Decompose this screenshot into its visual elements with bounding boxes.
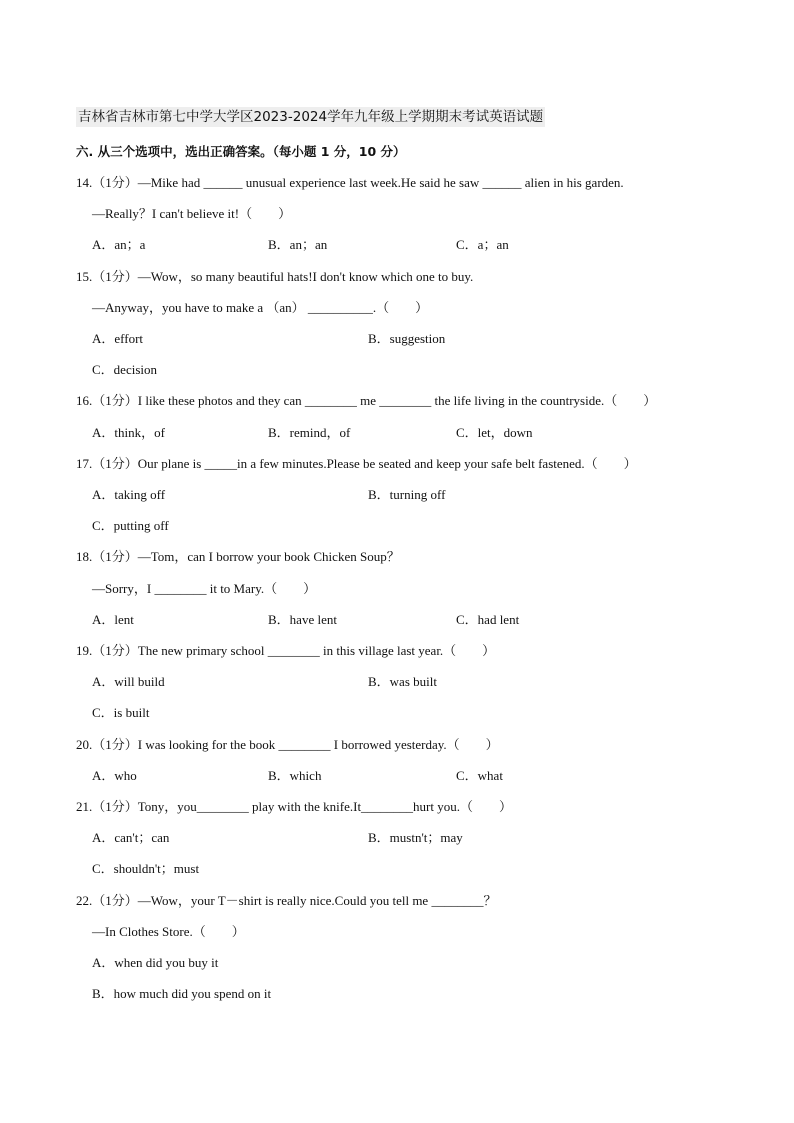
document-title: 吉林省吉林市第七中学大学区2023-2024学年九年级上学期期末考试英语试题 xyxy=(78,109,544,125)
question-18-option-c: C．had lent xyxy=(456,612,520,627)
question-17-stem: 17.（1分）Our plane is _____in a few minutes.Please be seated and keep your safe belt fastened.（ ） xyxy=(76,456,637,471)
question-14-option-b: B．an；an xyxy=(268,237,328,252)
question-18-option-b: B．have lent xyxy=(268,612,337,627)
question-17-option-b: B．turning off xyxy=(368,487,446,502)
question-17-option-a: A．taking off xyxy=(92,487,166,502)
question-21-option-c: C．shouldn't；must xyxy=(92,861,200,876)
question-14-sub: —Really？I can't believe it!（ ） xyxy=(92,206,292,221)
question-17-option-c: C．putting off xyxy=(92,518,169,533)
question-15-option-b: B．suggestion xyxy=(368,331,446,346)
question-22-sub: —In Clothes Store.（ ） xyxy=(92,924,245,939)
question-19-option-c: C．is built xyxy=(92,705,150,720)
question-18-sub: —Sorry，I ________ it to Mary.（ ） xyxy=(92,581,317,596)
question-19-stem: 19.（1分）The new primary school ________ in this village last year.（ ） xyxy=(76,643,496,658)
question-22-option-a: A．when did you buy it xyxy=(92,955,219,970)
question-18-stem: 18.（1分）—Tom，can I borrow your book Chicken Soup？ xyxy=(76,549,400,564)
question-20-stem: 20.（1分）I was looking for the book ________ I borrowed yesterday.（ ） xyxy=(76,737,499,752)
question-16-option-c: C．let，down xyxy=(456,425,533,440)
question-19-option-a: A．will build xyxy=(92,674,165,689)
question-18-option-a: A．lent xyxy=(92,612,134,627)
section-heading: 六. 从三个选项中，选出正确答案。（每小题 1 分，10 分） xyxy=(76,144,406,159)
question-22-option-b: B．how much did you spend on it xyxy=(92,986,272,1001)
question-15-stem: 15.（1分）—Wow，so many beautiful hats!I don't know which one to buy. xyxy=(76,269,474,284)
question-21-option-b: B．mustn't；may xyxy=(368,830,463,845)
question-15-option-c: C．decision xyxy=(92,362,157,377)
question-15-option-a: A．effort xyxy=(92,331,144,346)
question-16-stem: 16.（1分）I like these photos and they can ________ me ________ the life living in the countryside.（ ） xyxy=(76,393,657,408)
question-16-option-b: B．remind，of xyxy=(268,425,351,440)
question-21-option-a: A．can't；can xyxy=(92,830,170,845)
question-15-sub: —Anyway，you have to make a （an） __________.（ ） xyxy=(92,300,429,315)
question-20-option-c: C．what xyxy=(456,768,503,783)
question-14-option-c: C．a；an xyxy=(456,237,509,252)
question-14-option-a: A．an；a xyxy=(92,237,146,252)
question-21-stem: 21.（1分）Tony，you________ play with the knife.It________hurt you.（ ） xyxy=(76,799,513,814)
question-16-option-a: A．think，of xyxy=(92,425,165,440)
question-19-option-b: B．was built xyxy=(368,674,437,689)
question-20-option-b: B．which xyxy=(268,768,322,783)
question-20-option-a: A．who xyxy=(92,768,137,783)
question-22-stem: 22.（1分）—Wow，your T－shirt is really nice.Could you tell me ________？ xyxy=(76,893,497,908)
question-14-stem: 14.（1分）—Mike had ______ unusual experience last week.He said he saw ______ alien in his garden. xyxy=(76,175,624,190)
